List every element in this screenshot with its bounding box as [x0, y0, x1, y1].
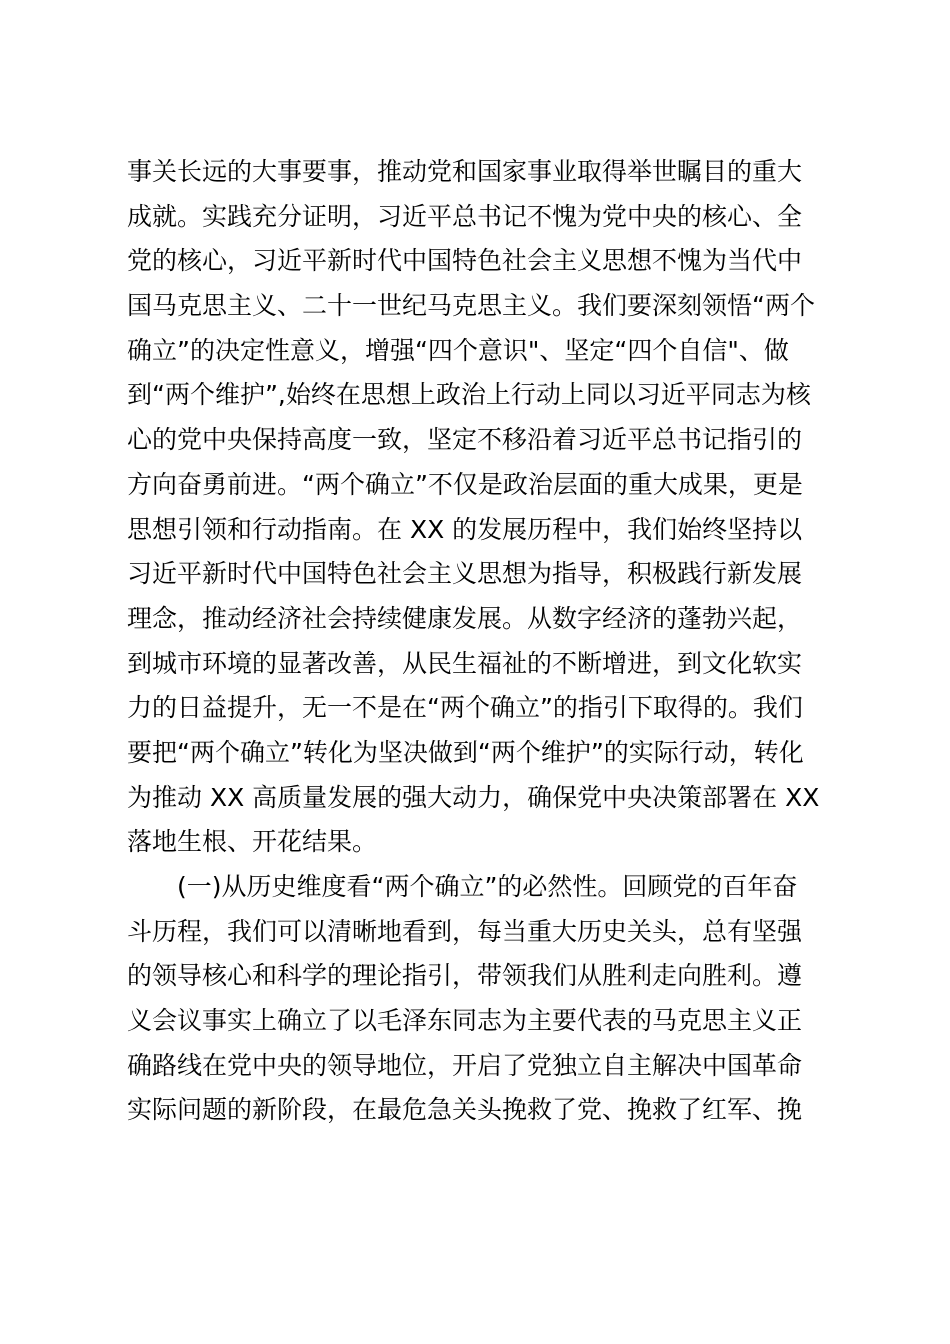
- text-line: 成就。实践充分证明，习近平总书记不愧为党中央的核心、全: [127, 201, 803, 231]
- body-text: [127, 150, 832, 1133]
- text-line: 实际问题的新阶段，在最危急关头挽救了党、挽救了红军、挽: [127, 1095, 803, 1125]
- text-line: 确路线在党中央的领导地位，开启了党独立自主解决中国革命: [127, 1050, 803, 1080]
- text-line: 到“两个维护”,始终在思想上政治上行动上同以习近平同志为核: [127, 380, 811, 410]
- text-line: 的领导核心和科学的理论指引，带领我们从胜利走向胜利。遵: [127, 961, 803, 991]
- text-line: 事关长远的大事要事，推动党和国家事业取得举世瞩目的重大: [127, 157, 803, 186]
- text-line: 力的日益提升，无一不是在“两个确立”的指引下取得的。我们: [127, 693, 803, 723]
- text-line: 斗历程，我们可以清晰地看到，每当重大历史关头，总有坚强: [127, 916, 803, 946]
- text-line: 党的核心，习近平新时代中国特色社会主义思想不愧为当代中: [127, 246, 803, 276]
- section-heading-line: (一)从历史维度看“两个确立”的必然性。回顾党的百年奋: [177, 872, 798, 901]
- text-line: 要把“两个确立”转化为坚决做到“两个维护”的实际行动，转化: [127, 737, 804, 767]
- text-line: 理念，推动经济社会持续健康发展。从数字经济的蓬勃兴起，: [127, 603, 803, 633]
- text-line: 到城市环境的显著改善，从民生福祉的不断增进，到文化软实: [127, 648, 803, 678]
- text-line: 思想引领和行动指南。在 XX 的发展历程中，我们始终坚持以: [127, 514, 803, 544]
- text-line: 心的党中央保持高度一致，坚定不移沿着习近平总书记指引的: [127, 425, 803, 455]
- text-line: 确立”的决定性意义，增强“四个意识"、坚定“四个自信"、做: [127, 335, 789, 365]
- text-line: 方向奋勇前进。“两个确立”不仅是政治层面的重大成果，更是: [127, 469, 803, 499]
- text-line: 国马克思主义、二十一世纪马克思主义。我们要深刻领悟“两个: [127, 291, 815, 321]
- text-line: 习近平新时代中国特色社会主义思想为指导，积极践行新发展: [127, 559, 803, 589]
- text-line: 义会议事实上确立了以毛泽东同志为主要代表的马克思主义正: [127, 1006, 803, 1036]
- text-line: 落地生根、开花结果。: [127, 827, 378, 857]
- text-line: 为推动 XX 高质量发展的强大动力，确保党中央决策部署在 XX: [127, 782, 820, 812]
